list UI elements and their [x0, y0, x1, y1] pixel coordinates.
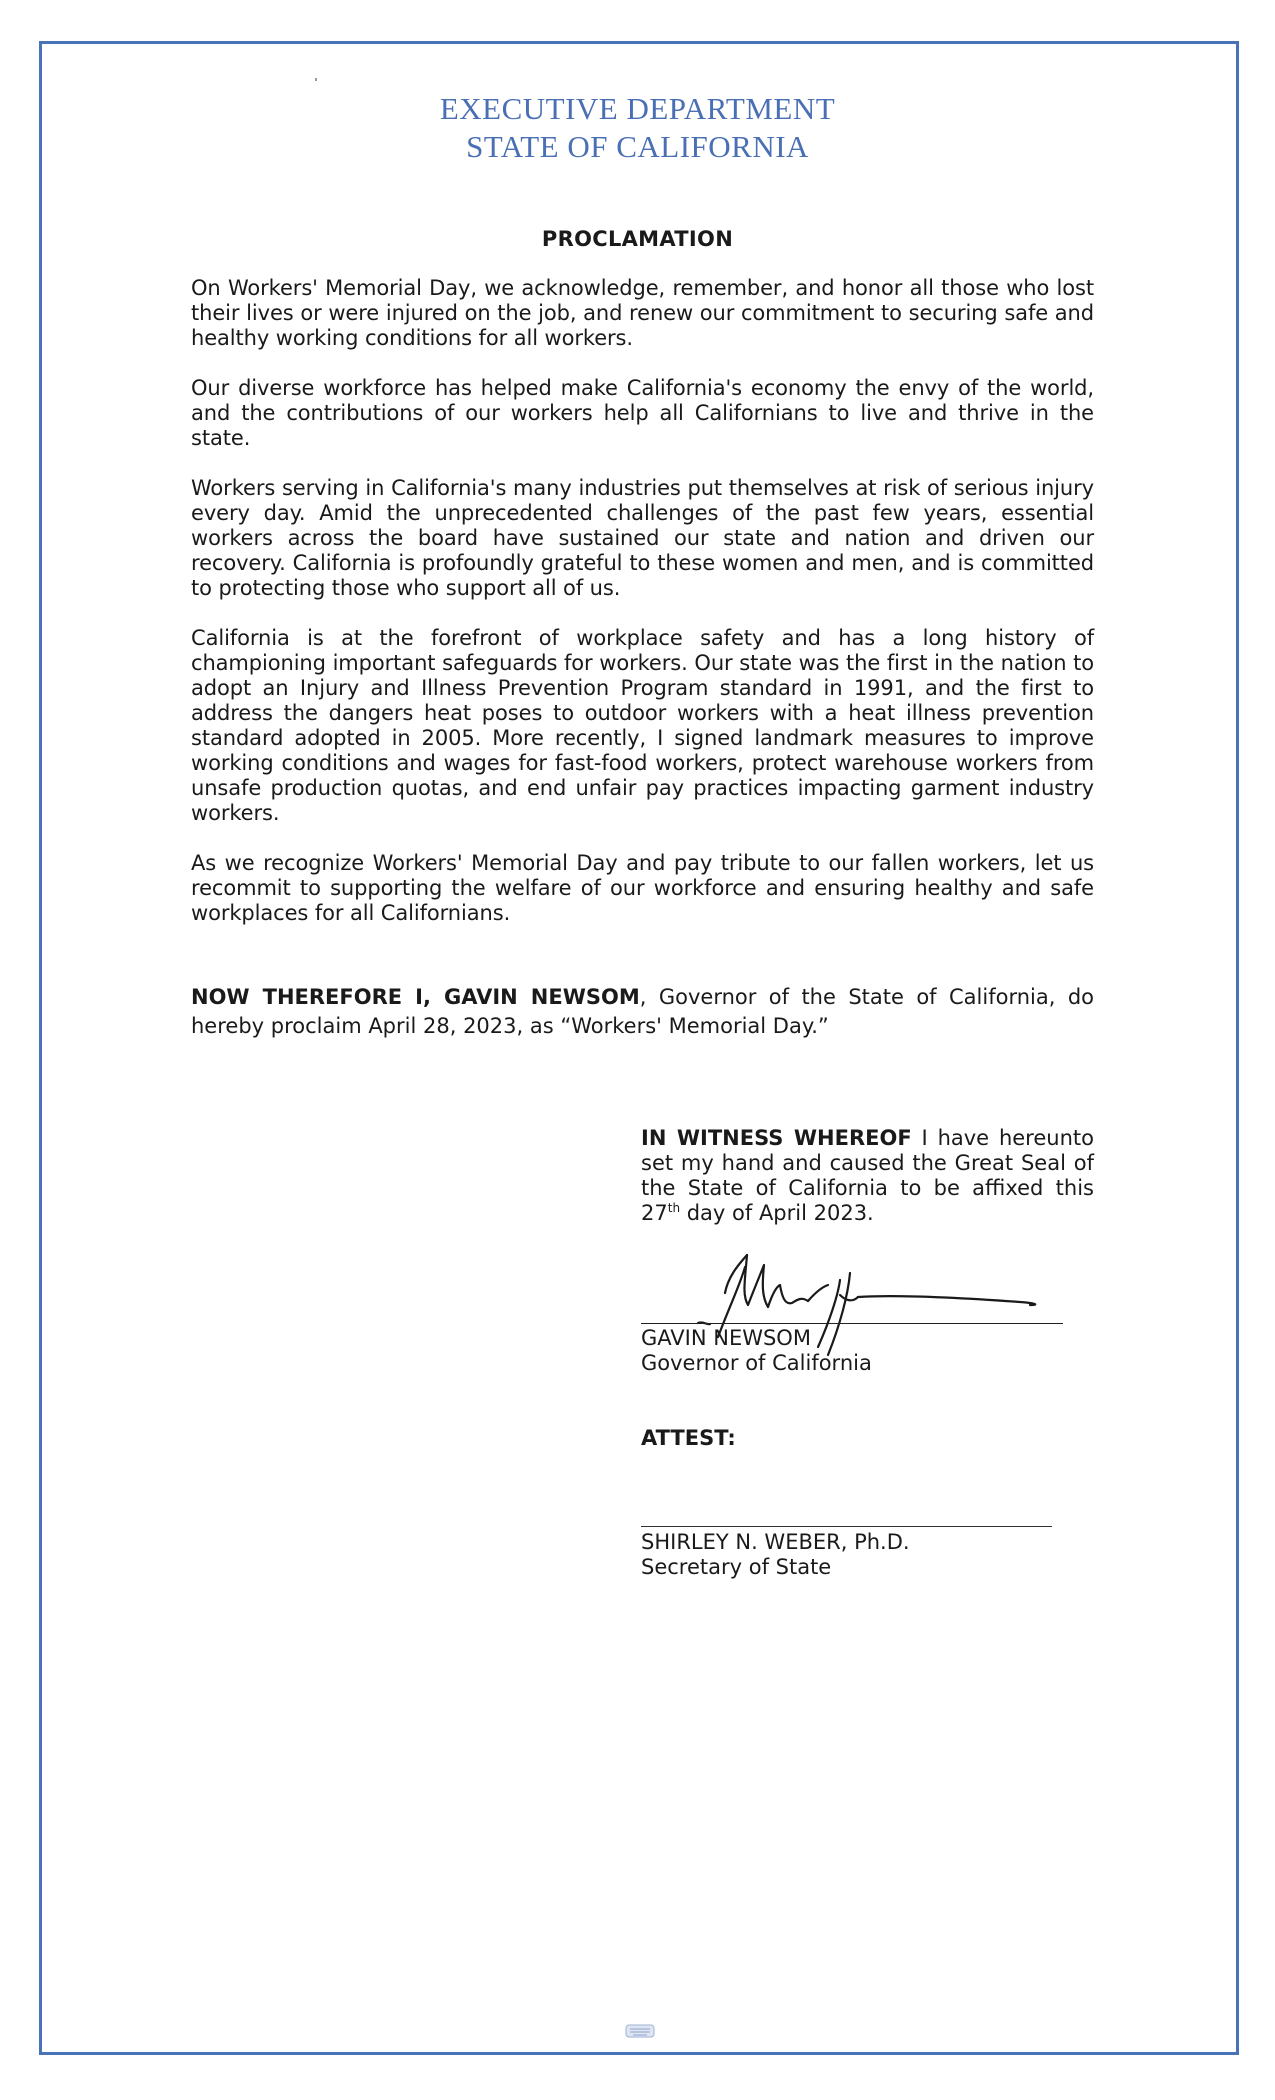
- witness-text-end: day of April 2023.: [680, 1201, 874, 1225]
- paragraph-5: As we recognize Workers' Memorial Day and pay tribute to our fallen workers, let us recommit to supporting the welfare of our workforce and ensuring healthy and safe workplaces for all Californians.: [191, 851, 1094, 925]
- paragraph-2: Our diverse workforce has helped make California's economy the envy of the world, and the contributions of our workers help all Californians to live and thrive in the state.: [191, 376, 1094, 450]
- department-header: [0, 90, 1275, 166]
- secretary-name: SHIRLEY N. WEBER, Ph.D.: [641, 1530, 910, 1554]
- attest-label: ATTEST:: [641, 1426, 736, 1450]
- union-bug-icon: [625, 2023, 655, 2039]
- scan-speck: [315, 78, 317, 81]
- proclamation-rest: , Governor of the State of California, do hereby proclaim April 28, 2023, as “Workers' Memorial Day.”: [191, 985, 1094, 1038]
- secretary-title: Secretary of State: [641, 1555, 832, 1579]
- document-title: PROCLAMATION: [541, 227, 734, 251]
- paragraph-3: Workers serving in California's many industries put themselves at risk of serious injury every day. Amid the unprecedented challenges of the past few years, essential workers across the board have sustained our state and nation and driven our recovery. California is profoundly grateful to these women and men, and is committed to protecting those who support all of us.: [191, 476, 1094, 600]
- governor-signature-line: [641, 1323, 1063, 1324]
- day-suffix: th: [667, 1201, 681, 1215]
- secretary-block: [641, 1530, 910, 1580]
- paragraph-1: On Workers' Memorial Day, we acknowledge, remember, and honor all those who lost their lives or were injured on the job, and renew our commitment to securing safe and healthy working conditions for all workers.: [191, 276, 1094, 350]
- proclamation-lead: NOW THEREFORE I, GAVIN NEWSOM: [191, 985, 640, 1009]
- governor-title: Governor of California: [641, 1351, 872, 1375]
- proclamation-statement: [191, 983, 1094, 1041]
- attest-signature-line: [641, 1526, 1052, 1527]
- header-line-1: EXECUTIVE DEPARTMENT: [439, 91, 836, 126]
- governor-name: GAVIN NEWSOM: [641, 1326, 811, 1350]
- paragraph-4: California is at the forefront of workplace safety and has a long history of championing important safeguards for workers. Our state was the first in the nation to adopt an Injury and Illness Prevention Program standard in 1991, and the first to address the dangers heat poses to outdoor workers with a heat illness prevention standard adopted in 2005. More recently, I signed landmark measures to improve working conditions and wages for fast-food workers, protect warehouse workers from unsafe production quotas, and end unfair pay practices impacting garment industry workers.: [191, 626, 1094, 825]
- witness-text: I have hereunto set my hand and caused the Great Seal of the State of California to be affixed this 27: [641, 1126, 1094, 1225]
- witness-block: [641, 1126, 1094, 1226]
- governor-block: [641, 1326, 872, 1376]
- witness-lead: IN WITNESS WHEREOF: [641, 1126, 912, 1150]
- proclamation-body: [191, 276, 1094, 951]
- header-line-2: STATE OF CALIFORNIA: [466, 129, 809, 164]
